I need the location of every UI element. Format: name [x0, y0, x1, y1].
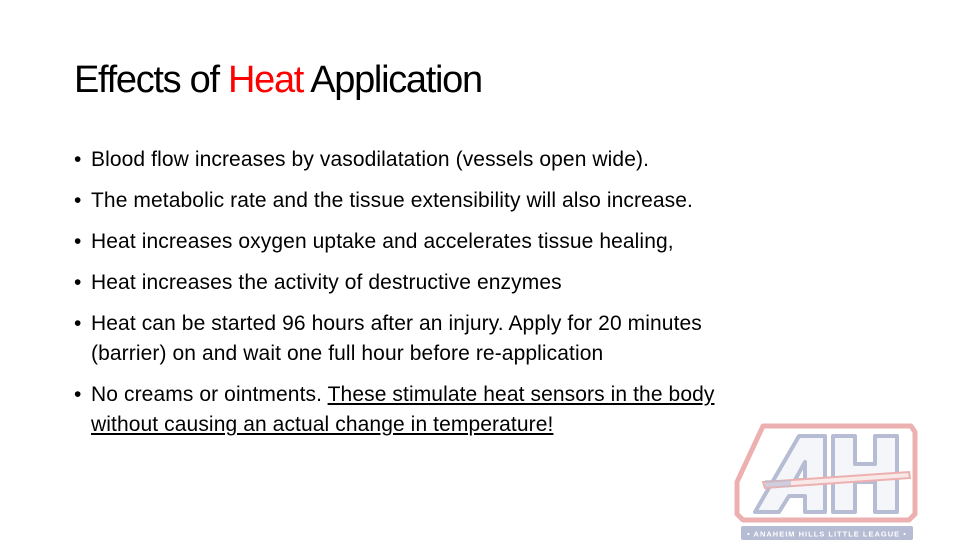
bullet-text-continuation: (barrier) on and wait one full hour before re-application: [91, 342, 604, 365]
bullet-text: Heat increases the activity of destructive enzymes: [91, 271, 562, 294]
bullet-underlined-continuation: without causing an actual change in temperature!: [91, 413, 554, 436]
league-logo: [733, 422, 919, 544]
logo-banner-text: • ANAHEIM HILLS LITTLE LEAGUE •: [747, 529, 907, 539]
bullet-item: [74, 145, 874, 175]
bullet-text: The metabolic rate and the tissue extensibility will also increase.: [91, 189, 693, 212]
bullet-item: [74, 309, 874, 369]
bullet-item: [74, 186, 874, 216]
bullet-dot: •: [74, 230, 82, 253]
bullet-dot: •: [74, 189, 82, 212]
bullet-item: [74, 227, 874, 257]
bullet-text: Blood flow increases by vasodilatation (vessels open wide).: [91, 148, 650, 171]
bullet-dot: •: [74, 271, 82, 294]
bullet-dot: •: [74, 383, 82, 406]
bullet-text: Heat increases oxygen uptake and accelerates tissue healing,: [91, 230, 674, 253]
bullet-list: [74, 145, 874, 451]
bullet-text: Heat can be started 96 hours after an injury. Apply for 20 minutes: [91, 312, 702, 335]
bullet-dot: •: [74, 148, 82, 171]
title-suffix: Application: [303, 59, 482, 101]
slide-title: [74, 54, 482, 106]
bullet-underlined-text: These stimulate heat sensors in the body: [327, 383, 715, 406]
logo-letter-a: [755, 436, 825, 512]
bullet-text: No creams or ointments.: [91, 383, 328, 406]
bullet-dot: •: [74, 312, 82, 335]
title-accent-word: Heat: [227, 59, 304, 101]
bullet-item: [74, 268, 874, 298]
title-prefix: Effects of: [74, 59, 228, 101]
